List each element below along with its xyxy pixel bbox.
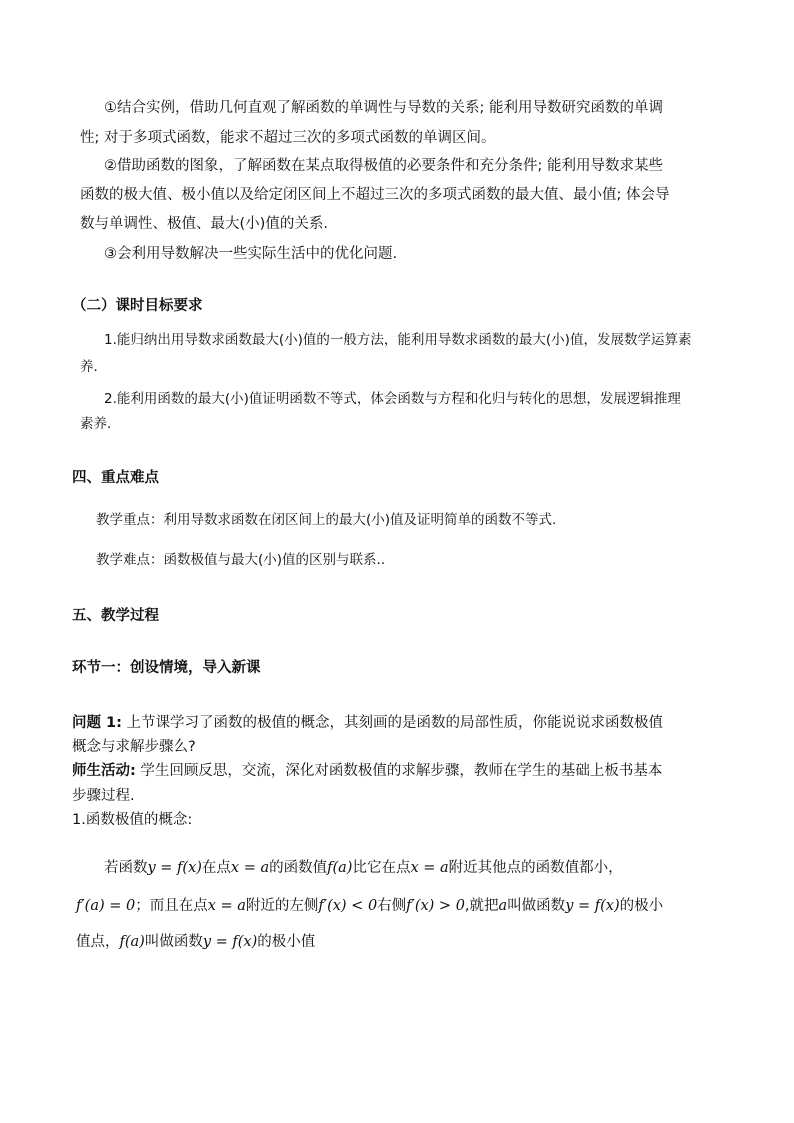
- def-text: 在点: [201, 860, 231, 876]
- def-formula: a: [498, 898, 508, 914]
- concept-title: 1.函数极值的概念:: [72, 812, 193, 828]
- definition-line-3: [76, 932, 315, 952]
- objective-3-line-1: ③会利用导数解决一些实际生活中的优化问题.: [104, 246, 398, 262]
- activity-label: 师生活动:: [72, 763, 136, 779]
- lesson-goals-heading: （二）课时目标要求: [72, 298, 203, 314]
- question-1-text: 上节课学习了函数的极值的概念，其刻画的是函数的局部性质，你能说说求函数极值: [121, 715, 664, 731]
- def-text: 附近其他点的函数值都小，: [448, 860, 623, 876]
- process-heading: 五、教学过程: [72, 608, 159, 624]
- def-formula: f′(x) > 0: [406, 898, 465, 914]
- definition-line-2: [76, 896, 663, 916]
- activity-line-2: 步骤过程.: [72, 788, 135, 804]
- activity-line-1: [72, 761, 662, 781]
- goal-1-line-2: 养.: [80, 359, 98, 375]
- def-formula: x = a: [410, 860, 449, 876]
- def-text: 附近的左侧: [245, 898, 319, 914]
- teaching-focus: 教学重点：利用导数求函数在闭区间上的最大(小)值及证明简单的函数不等式.: [96, 512, 557, 528]
- activity-text: 学生回顾反思，交流，深化对函数极值的求解步骤，教师在学生的基础上板书基本: [135, 763, 663, 779]
- def-text: 右侧: [377, 898, 407, 914]
- goal-1-line-1: 1.能归纳出用导数求函数最大(小)值的一般方法，能利用导数求函数的最大(小)值，发展数学运算素: [104, 332, 692, 348]
- def-formula: f(a): [327, 860, 353, 876]
- def-formula: f′(a) = 0: [76, 898, 136, 914]
- def-text: 的极小: [619, 898, 664, 914]
- def-formula: y = f(x): [565, 898, 620, 914]
- question-1-line-1: [72, 713, 663, 733]
- def-text: 叫做函数: [144, 934, 203, 950]
- def-formula: x = a: [230, 860, 270, 876]
- goal-2-line-1: 2.能利用函数的最大(小)值证明函数不等式，体会函数与方程和化归与转化的思想，发展逻辑推理: [104, 391, 681, 407]
- definition-line-1: [104, 858, 623, 878]
- objective-2-line-3: 数与单调性、极值、最大(小)值的关系.: [80, 216, 328, 232]
- def-text: 若函数: [104, 860, 148, 876]
- def-text: 叫做函数: [507, 898, 566, 914]
- goal-2-line-2: 素养.: [80, 416, 112, 432]
- def-text: 的极小值: [257, 934, 316, 950]
- def-formula: y = f(x): [202, 934, 258, 950]
- objective-1-line-2: 性; 对于多项式函数，能求不超过三次的多项式函数的单调区间。: [80, 130, 496, 146]
- def-text: 值点，: [76, 934, 120, 950]
- step-1-heading: 环节一：创设情境，导入新课: [72, 660, 261, 676]
- def-text: 比它在点: [352, 860, 411, 876]
- def-text: ,就把: [464, 898, 499, 914]
- objective-2-line-1: ②借助函数的图象，了解函数在某点取得极值的必要条件和充分条件; 能利用导数求某些: [104, 158, 663, 174]
- question-1-line-2: 概念与求解步骤么?: [72, 739, 196, 755]
- def-text: ；而且在点: [135, 898, 208, 914]
- objective-1-line-1: ①结合实例，借助几何直观了解函数的单调性与导数的关系; 能利用导数研究函数的单调: [104, 100, 663, 116]
- def-formula: x = a: [207, 898, 246, 914]
- key-points-heading: 四、重点难点: [72, 470, 159, 486]
- teaching-difficulty: 教学难点：函数极值与最大(小)值的区别与联系..: [96, 552, 386, 568]
- question-1-label: 问题 1:: [72, 715, 122, 731]
- def-text: 的函数值: [269, 860, 328, 876]
- def-formula: y = f(x): [147, 860, 202, 876]
- def-formula: f(a): [119, 934, 145, 950]
- objective-2-line-2: 函数的极大值、极小值以及给定闭区间上不超过三次的多项式函数的最大值、最小值; 体会导: [80, 187, 670, 203]
- def-formula: f′(x) < 0: [318, 898, 378, 914]
